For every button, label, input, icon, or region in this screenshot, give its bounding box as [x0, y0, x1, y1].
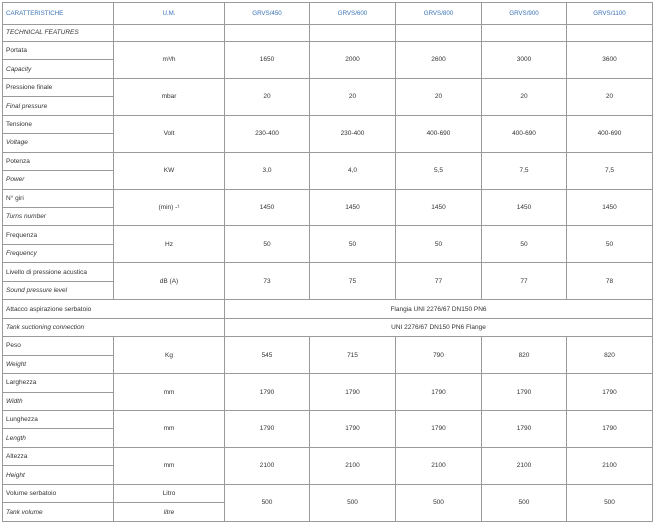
value-cell: 50 — [396, 226, 482, 263]
value-cell: 4,0 — [310, 152, 396, 189]
feature-label-it: Potenza — [3, 152, 114, 170]
table-row — [3, 189, 653, 207]
feature-label-en: Frequency — [3, 244, 114, 262]
model-header: GRVS/450 — [225, 3, 310, 25]
spec-table-container — [2, 2, 652, 522]
value-cell: 400-690 — [396, 115, 482, 152]
feature-label-it: Larghezza — [3, 374, 114, 392]
value-cell: 1790 — [482, 374, 567, 411]
value-cell: 50 — [482, 226, 567, 263]
value-cell: 1450 — [482, 189, 567, 226]
feature-label-it: Peso — [3, 337, 114, 355]
header-row — [3, 3, 653, 25]
connection-label-it: Attacco aspirazione serbatoio — [3, 300, 225, 318]
value-cell: 400-690 — [482, 115, 567, 152]
value-cell: 2000 — [310, 41, 396, 78]
value-cell: 78 — [567, 263, 653, 300]
value-cell: 20 — [396, 78, 482, 115]
value-cell: 50 — [567, 226, 653, 263]
value-cell: 1450 — [225, 189, 310, 226]
connection-label-en: Tank suctioning connection — [3, 318, 225, 336]
value-cell: 50 — [225, 226, 310, 263]
value-cell: 820 — [482, 337, 567, 374]
feature-label-it: Frequenza — [3, 226, 114, 244]
value-cell: 2100 — [225, 447, 310, 484]
unit-cell: litre — [114, 503, 225, 522]
value-cell: 545 — [225, 337, 310, 374]
feature-label-en: Capacity — [3, 60, 114, 78]
connection-row — [3, 318, 653, 336]
value-cell: 230-400 — [310, 115, 396, 152]
value-cell: 5,5 — [396, 152, 482, 189]
unit-cell: KW — [114, 152, 225, 189]
value-cell: 1450 — [310, 189, 396, 226]
value-cell: 7,5 — [482, 152, 567, 189]
unit-cell: Volt — [114, 115, 225, 152]
model-header: GRVS/800 — [396, 3, 482, 25]
feature-label-en: Sound pressure level — [3, 281, 114, 299]
table-row — [3, 374, 653, 392]
unit-cell: Kg — [114, 337, 225, 374]
connection-value-it: Flangia UNI 2276/67 DN150 PN6 — [225, 300, 653, 318]
value-cell: 2100 — [482, 447, 567, 484]
value-cell: 715 — [310, 337, 396, 374]
value-cell: 1650 — [225, 41, 310, 78]
value-cell: 500 — [396, 484, 482, 521]
value-cell: 790 — [396, 337, 482, 374]
value-cell: 20 — [567, 78, 653, 115]
value-cell: 77 — [482, 263, 567, 300]
value-cell: 1450 — [567, 189, 653, 226]
table-row — [3, 152, 653, 170]
feature-label-it: N° giri — [3, 189, 114, 207]
value-cell: 50 — [310, 226, 396, 263]
feature-label-it: Portata — [3, 41, 114, 59]
feature-label-it: Volume serbatoio — [3, 484, 114, 502]
feature-label-en: Power — [3, 171, 114, 189]
feature-label-en: Final pressure — [3, 97, 114, 115]
value-cell: 1790 — [310, 411, 396, 448]
feature-label-en: Voltage — [3, 134, 114, 152]
table-row — [3, 337, 653, 355]
value-cell: 500 — [310, 484, 396, 521]
technical-specs-table — [2, 2, 653, 522]
unit-cell: mbar — [114, 78, 225, 115]
value-cell: 500 — [482, 484, 567, 521]
model-header: GRVS/900 — [482, 3, 567, 25]
table-row — [3, 447, 653, 465]
feature-label-en: Tank volume — [3, 503, 114, 522]
table-row — [3, 484, 653, 502]
value-cell: 3600 — [567, 41, 653, 78]
value-cell: 20 — [482, 78, 567, 115]
value-cell: 500 — [567, 484, 653, 521]
header-um: U.M. — [114, 3, 225, 25]
value-cell: 230-400 — [225, 115, 310, 152]
header-title: CARATTERISTICHE — [3, 3, 114, 25]
value-cell: 75 — [310, 263, 396, 300]
feature-label-en: Turns number — [3, 208, 114, 226]
value-cell: 400-690 — [567, 115, 653, 152]
unit-cell: (min) -¹ — [114, 189, 225, 226]
table-row — [3, 41, 653, 59]
value-cell: 1790 — [482, 411, 567, 448]
model-header: GRVS/1100 — [567, 3, 653, 25]
unit-cell: m³/h — [114, 41, 225, 78]
feature-label-en: Width — [3, 392, 114, 410]
table-row — [3, 263, 653, 281]
value-cell: 3,0 — [225, 152, 310, 189]
value-cell: 2600 — [396, 41, 482, 78]
table-row — [3, 115, 653, 133]
subheader-label: TECHNICAL FEATURES — [3, 24, 114, 41]
value-cell: 1790 — [396, 374, 482, 411]
connection-value-en: UNI 2276/67 DN150 PN6 Flange — [225, 318, 653, 336]
subheader-row — [3, 24, 653, 41]
table-row — [3, 411, 653, 429]
value-cell: 500 — [225, 484, 310, 521]
feature-label-it: Tensione — [3, 115, 114, 133]
unit-cell: Hz — [114, 226, 225, 263]
unit-cell: mm — [114, 411, 225, 448]
value-cell: 820 — [567, 337, 653, 374]
feature-label-it: Lunghezza — [3, 411, 114, 429]
unit-cell: Litro — [114, 484, 225, 502]
unit-cell: mm — [114, 447, 225, 484]
value-cell: 2100 — [567, 447, 653, 484]
unit-cell: dB (A) — [114, 263, 225, 300]
value-cell: 2100 — [396, 447, 482, 484]
value-cell: 1790 — [567, 374, 653, 411]
feature-label-it: Livello di pressione acustica — [3, 263, 114, 281]
value-cell: 3000 — [482, 41, 567, 78]
table-row — [3, 78, 653, 96]
feature-label-it: Altezza — [3, 447, 114, 465]
feature-label-en: Weight — [3, 355, 114, 373]
value-cell: 1790 — [225, 411, 310, 448]
value-cell: 2100 — [310, 447, 396, 484]
value-cell: 1790 — [225, 374, 310, 411]
value-cell: 73 — [225, 263, 310, 300]
unit-cell: mm — [114, 374, 225, 411]
feature-label-en: Length — [3, 429, 114, 447]
value-cell: 77 — [396, 263, 482, 300]
value-cell: 1450 — [396, 189, 482, 226]
model-header: GRVS/600 — [310, 3, 396, 25]
feature-label-en: Height — [3, 466, 114, 484]
feature-label-it: Pressione finale — [3, 78, 114, 96]
value-cell: 1790 — [310, 374, 396, 411]
value-cell: 7,5 — [567, 152, 653, 189]
value-cell: 1790 — [567, 411, 653, 448]
value-cell: 1790 — [396, 411, 482, 448]
value-cell: 20 — [225, 78, 310, 115]
value-cell: 20 — [310, 78, 396, 115]
table-row — [3, 226, 653, 244]
connection-row — [3, 300, 653, 318]
